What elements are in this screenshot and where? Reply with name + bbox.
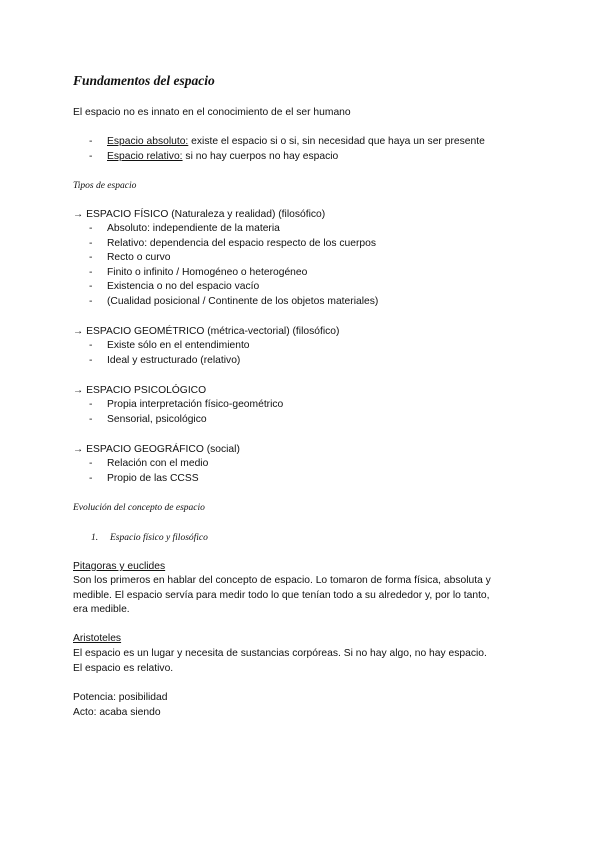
list-item xyxy=(89,150,338,165)
term-label: Espacio absoluto: xyxy=(107,136,189,147)
list-item xyxy=(89,266,307,281)
numbered-item-text: Espacio físico y filosófico xyxy=(110,533,208,543)
bullet-dash: - xyxy=(89,354,93,366)
list-item xyxy=(89,222,280,237)
intro-paragraph: El espacio no es innato en el conocimiento de el ser humano xyxy=(73,107,351,118)
space-type-heading: → ESPACIO FÍSICO (Naturaleza y realidad) (filosófico) xyxy=(73,209,326,220)
space-type-heading: → ESPACIO GEOGRÁFICO (social) xyxy=(73,444,240,455)
space-type-heading: → ESPACIO PSICOLÓGICO xyxy=(73,385,207,396)
list-item xyxy=(89,413,207,428)
list-item-text: Absoluto: independiente de la materia xyxy=(107,223,280,234)
list-item xyxy=(89,472,199,487)
term-text: existe el espacio si o si, sin necesidad que haya un ser presente xyxy=(188,136,485,147)
list-item-text: Recto o curvo xyxy=(107,252,171,263)
list-item-text: Relativo: dependencia del espacio respecto de los cuerpos xyxy=(107,237,377,249)
numbered-item xyxy=(91,531,208,546)
bullet-dash: - xyxy=(89,340,93,351)
bullet-dash: - xyxy=(89,413,93,425)
list-item-text: Relación con el medio xyxy=(107,458,209,469)
list-item xyxy=(89,457,208,472)
paragraph-line: era medible. xyxy=(73,604,130,615)
term-label: Espacio relativo: xyxy=(107,150,183,162)
subsection-heading: Pitagoras y euclides xyxy=(73,561,166,572)
bullet-dash: - xyxy=(89,237,93,249)
list-item-text: Propia interpretación físico-geométrico xyxy=(107,399,284,410)
definition-line: Potencia: posibilidad xyxy=(73,692,168,703)
paragraph-line: El espacio es un lugar y necesita de sustancias corpóreas. Si no hay algo, no hay espacio. xyxy=(73,648,487,659)
definition-line: Acto: acaba siendo xyxy=(73,706,161,718)
list-item-text: Existe sólo en el entendimiento xyxy=(107,340,250,351)
list-item xyxy=(89,354,240,369)
list-item-text: Finito o infinito / Homogéneo o heterogéneo xyxy=(107,266,308,278)
bullet-dash: - xyxy=(89,472,93,484)
item-number: 1. xyxy=(91,533,99,543)
list-item xyxy=(89,280,259,295)
section-heading: Evolución del concepto de espacio xyxy=(73,503,205,513)
paragraph-line: El espacio es relativo. xyxy=(73,662,174,674)
page-title: Fundamentos del espacio xyxy=(73,73,215,88)
bullet-dash: - xyxy=(89,295,93,307)
bullet-dash: - xyxy=(89,150,93,162)
list-item xyxy=(89,251,171,266)
list-item xyxy=(89,398,283,413)
subsection-heading: Aristoteles xyxy=(73,633,122,644)
bullet-dash: - xyxy=(89,223,93,234)
space-type-heading: → ESPACIO GEOMÉTRICO (métrica-vectorial) (filosófico) xyxy=(73,326,340,337)
bullet-dash: - xyxy=(89,399,93,410)
bullet-dash: - xyxy=(89,252,93,263)
list-item-text: (Cualidad posicional / Continente de los objetos materiales) xyxy=(107,295,379,307)
bullet-dash: - xyxy=(89,136,93,147)
paragraph-line: medible. El espacio servía para medir todo lo que tenían todo a su alrededor y, por lo tanto, xyxy=(73,589,490,601)
list-item-text: Existencia o no del espacio vacío xyxy=(107,281,260,292)
list-item xyxy=(89,295,378,310)
bullet-dash: - xyxy=(89,281,93,292)
list-item-text: Ideal y estructurado (relativo) xyxy=(107,354,241,366)
list-item-text: Propio de las CCSS xyxy=(107,472,199,484)
list-item xyxy=(89,237,376,252)
bullet-dash: - xyxy=(89,458,93,469)
list-item xyxy=(89,339,250,354)
section-heading: Tipos de espacio xyxy=(73,181,137,191)
paragraph-line: Son los primeros en hablar del concepto de espacio. Lo tomaron de forma física, absoluta y xyxy=(73,575,491,586)
list-item-text: Sensorial, psicológico xyxy=(107,413,207,425)
list-item xyxy=(89,135,485,150)
bullet-dash: - xyxy=(89,266,93,278)
term-text: si no hay cuerpos no hay espacio xyxy=(182,150,339,162)
